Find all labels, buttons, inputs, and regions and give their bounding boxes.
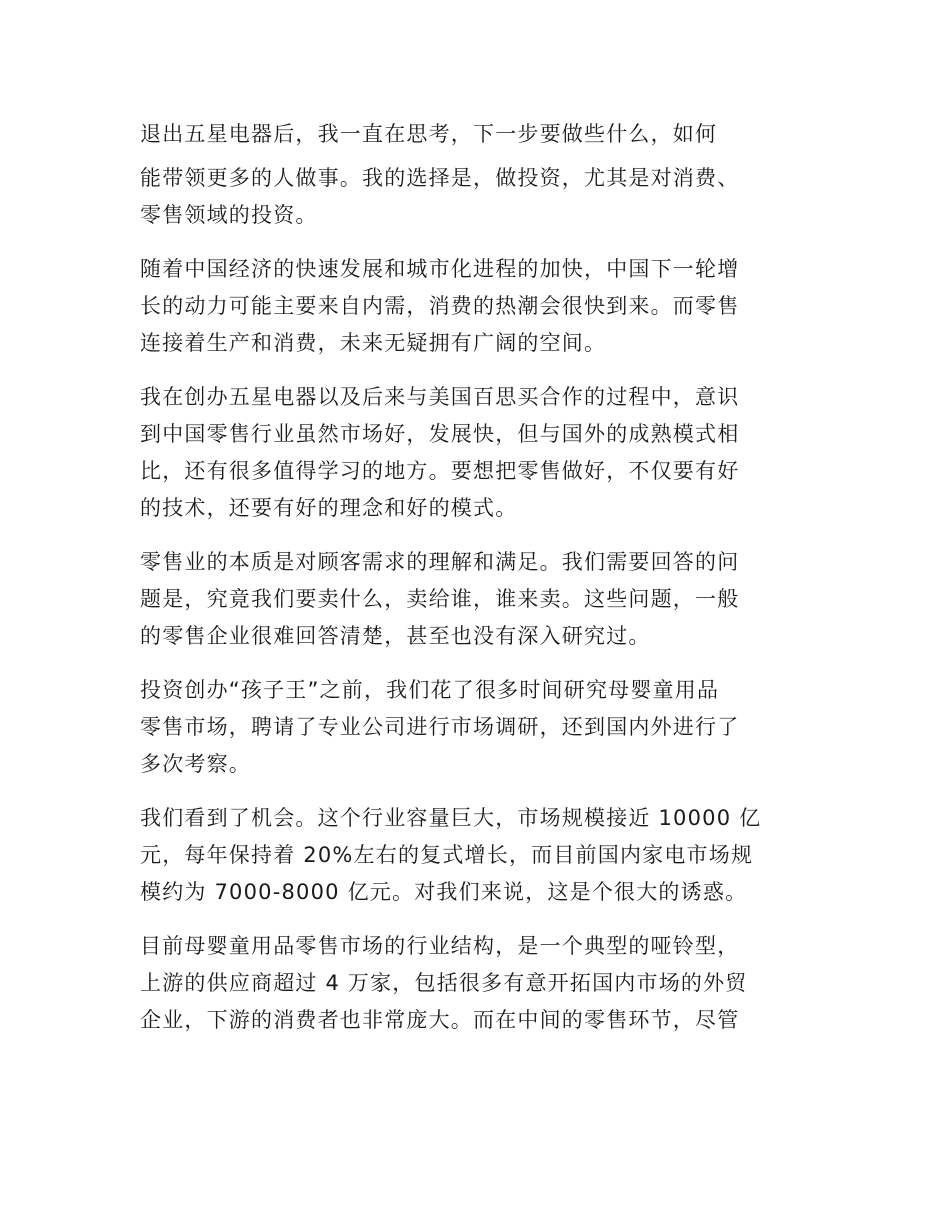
text-line: 多次考察。 [140,752,251,776]
paragraph-6 [140,800,820,911]
paragraph-5 [140,672,820,783]
text-line: 的零售企业很难回答清楚，甚至也没有深入研究过。 [140,624,651,648]
paragraph-4 [140,544,820,655]
text-line: 上游的供应商超过 4 万家，包括很多有意开拓国内市场的外贸 [140,971,748,995]
text-line: 元，每年保持着 20%左右的复式增长，而目前国内家电市场规 [140,843,754,867]
paragraph-3 [140,379,820,527]
text-line: 随着中国经济的快速发展和城市化进程的加快，中国下一轮增 [140,257,740,281]
text-line: 零售业的本质是对顾客需求的理解和满足。我们需要回答的问 [140,550,740,574]
document-page [140,116,820,1056]
text-line: 模约为 7000-8000 亿元。对我们来说，这是个很大的诱惑。 [140,880,748,904]
text-line: 零售领域的投资。 [140,203,318,227]
text-line: 企业，下游的消费者也非常庞大。而在中间的零售环节，尽管 [140,1008,740,1032]
paragraph-7 [140,928,820,1039]
text-line: 到中国零售行业虽然市场好，发展快，但与国外的成熟模式相 [140,422,740,446]
text-line: 我在创办五星电器以及后来与美国百思买合作的过程中，意识 [140,385,740,409]
text-line: 的技术，还要有好的理念和好的模式。 [140,496,518,520]
text-line: 能带领更多的人做事。我的选择是，做投资，尤其是对消费、 [140,166,740,190]
text-line: 投资创办“孩子王”之前，我们花了很多时间研究母婴童用品 [140,678,720,702]
text-line: 退出五星电器后，我一直在思考，下一步要做些什么，如何 [140,122,718,146]
text-line: 长的动力可能主要来自内需，消费的热潮会很快到来。而零售 [140,294,740,318]
text-line: 比，还有很多值得学习的地方。要想把零售做好，不仅要有好 [140,459,740,483]
text-line: 连接着生产和消费，未来无疑拥有广阔的空间。 [140,331,607,355]
text-line: 我们看到了机会。这个行业容量巨大，市场规模接近 10000 亿 [140,806,762,830]
text-line: 题是，究竟我们要卖什么，卖给谁，谁来卖。这些问题，一般 [140,587,740,611]
text-line: 目前母婴童用品零售市场的行业结构，是一个典型的哑铃型， [140,934,740,958]
text-line: 零售市场，聘请了专业公司进行市场调研，还到国内外进行了 [140,715,740,739]
paragraph-1 [140,116,820,234]
paragraph-2 [140,251,820,362]
